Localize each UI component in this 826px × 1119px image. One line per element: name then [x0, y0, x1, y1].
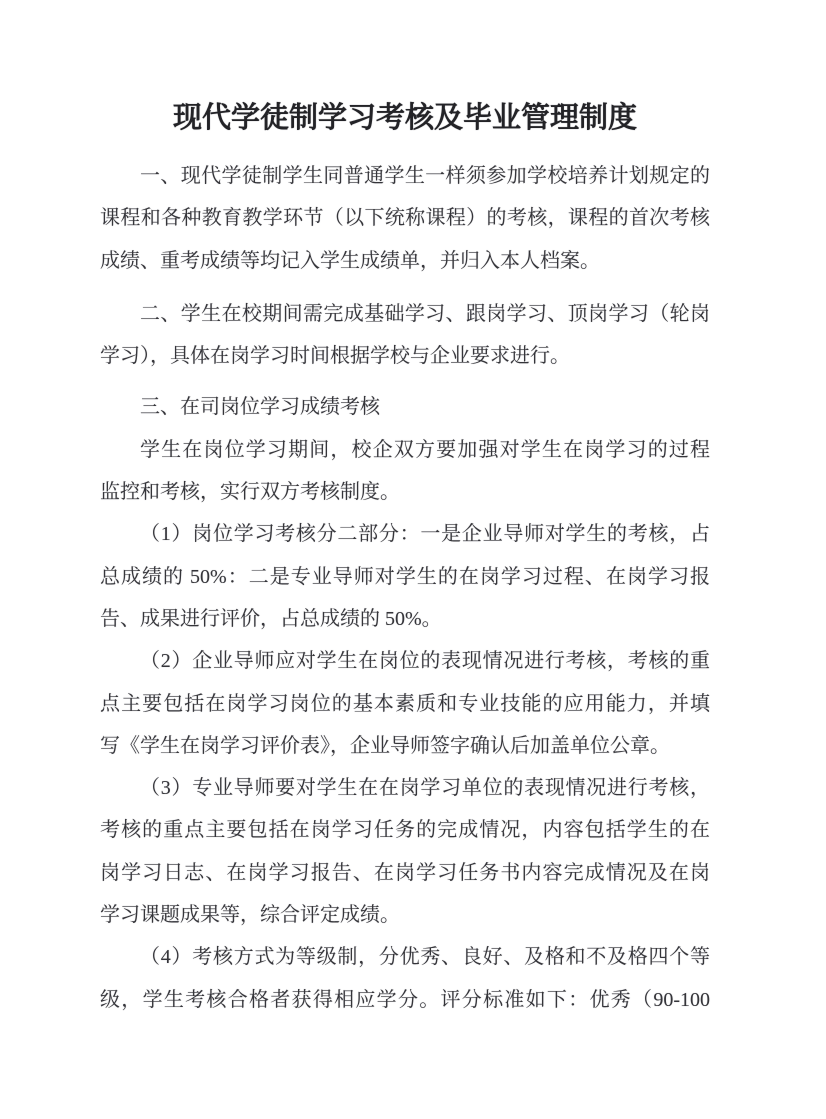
paragraph-5	[100, 513, 710, 640]
paragraph-4	[100, 429, 710, 514]
text-line: 考核的重点主要包括在岗学习任务的完成情况，内容包括学生的在	[100, 819, 710, 842]
text-line: 成绩、重考成绩等均记入学生成绩单，并归入本人档案。	[100, 249, 600, 272]
text-line: 点主要包括在岗学习岗位的基本素质和专业技能的应用能力，并填	[100, 692, 710, 715]
text-line: 课程和各种教育教学环节（以下统称课程）的考核，课程的首次考核	[100, 207, 710, 230]
paragraph-2	[100, 293, 710, 378]
text-line: 写《学生在岗学习评价表》，企业导师签字确认后加盖单位公章。	[100, 734, 670, 757]
text-line: 岗学习日志、在岗学习报告、在岗学习任务书内容完成情况及在岗	[100, 861, 710, 884]
document-title: 现代学徒制学习考核及毕业管理制度	[172, 102, 637, 134]
text-line: 总成绩的 50%：二是专业导师对学生的在岗学习过程、在岗学习报	[100, 565, 710, 588]
text-line: 学习），具体在岗学习时间根据学校与企业要求进行。	[100, 345, 570, 368]
paragraph-3-heading	[100, 386, 710, 428]
paragraph-7	[100, 767, 710, 936]
text-line: 告、成果进行评价，占总成绩的 50%。	[100, 607, 442, 630]
text-line: 监控和考核，实行双方考核制度。	[100, 481, 400, 504]
text-line: 二、学生在校期间需完成基础学习、跟岗学习、顶岗学习（轮岗	[140, 302, 710, 325]
text-line: （2）企业导师应对学生在岗位的表现情况进行考核，考核的重	[140, 650, 710, 673]
text-line: 学习课题成果等，综合评定成绩。	[100, 904, 400, 927]
text-line: 级，学生考核合格者获得相应学分。评分标准如下：优秀（90-100	[100, 988, 710, 1011]
text-line: （3）专业导师要对学生在在岗学习单位的表现情况进行考核，	[140, 777, 710, 800]
text-line: （4）考核方式为等级制，分优秀、良好、及格和不及格四个等	[140, 946, 710, 969]
text-line: 一、现代学徒制学生同普通学生一样须参加学校培养计划规定的	[140, 165, 710, 187]
text-line: 学生在岗位学习期间，校企双方要加强对学生在岗学习的过程	[140, 438, 710, 461]
paragraph-1	[100, 155, 710, 282]
text-line: （1）岗位学习考核分二部分：一是企业导师对学生的考核，占	[140, 523, 710, 546]
paragraph-8	[100, 936, 710, 1021]
text-line: 三、在司岗位学习成绩考核	[140, 396, 380, 419]
paragraph-6	[100, 640, 710, 767]
